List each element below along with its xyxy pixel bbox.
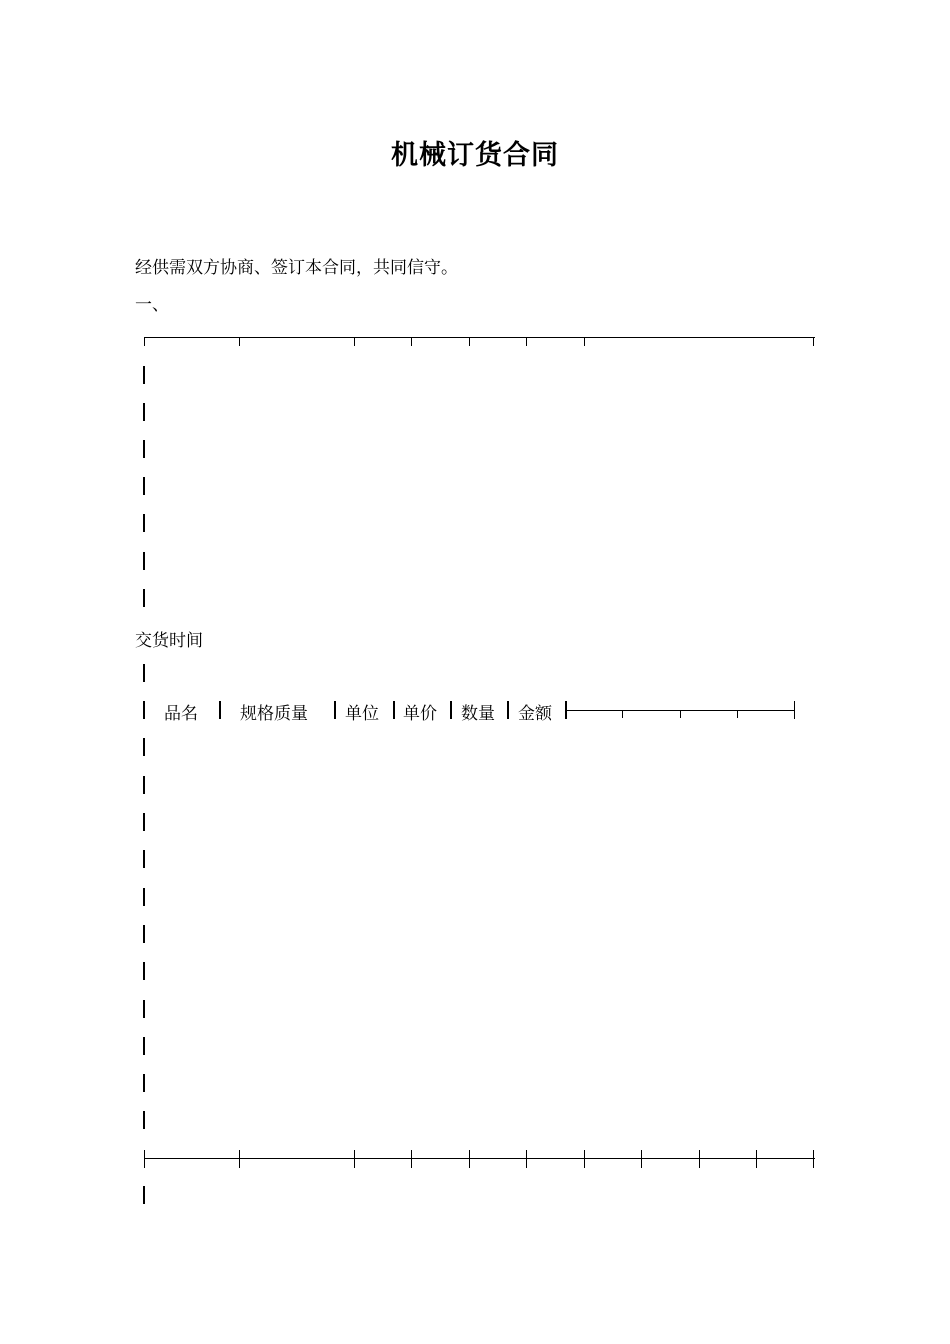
header-amount: 金额 <box>518 704 552 724</box>
header-spec-quality: 规格质量 <box>240 704 308 724</box>
header-product-name: 品名 <box>164 704 198 724</box>
table-left-border-bar <box>143 664 145 682</box>
table-left-border-bar-bottom <box>143 1186 145 1204</box>
section-one-heading: 一、 <box>135 295 169 315</box>
header-unit-price: 单价 <box>403 704 437 724</box>
header-unit: 单位 <box>345 704 379 724</box>
document-title: 机械订货合同 <box>391 140 559 171</box>
intro-paragraph: 经供需双方协商、签订本合同，共同信守。 <box>135 258 458 278</box>
header-quantity: 数量 <box>461 704 495 724</box>
delivery-time-label: 交货时间 <box>135 631 203 651</box>
